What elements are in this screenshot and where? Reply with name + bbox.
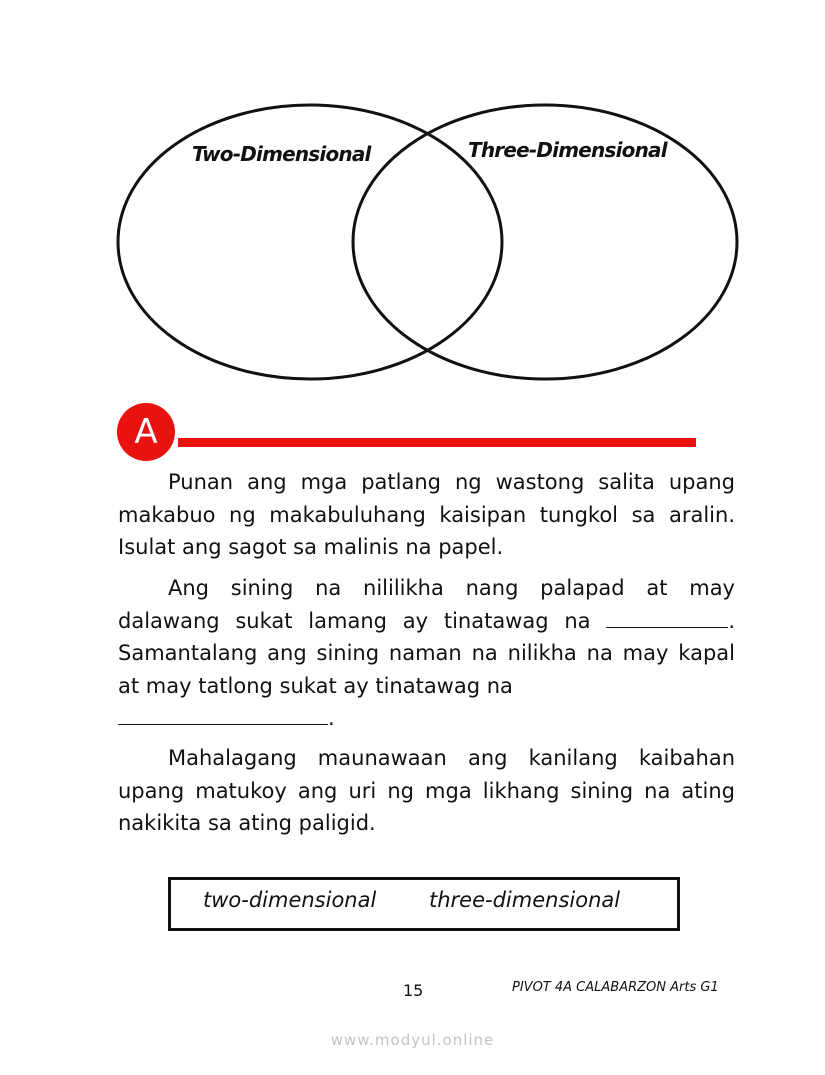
venn-left-label: Two-Dimensional [192, 142, 371, 166]
answer-blank-1[interactable] [606, 605, 728, 628]
footer-title: PIVOT 4A CALABARZON Arts G1 [512, 980, 719, 995]
page-number: 15 [403, 981, 424, 1000]
answer-blank-2[interactable] [118, 702, 328, 725]
word-bank-item: two-dimensional [203, 888, 377, 912]
watermark: www.modyul.online [330, 1031, 495, 1049]
passage-end1: . [728, 608, 735, 633]
word-bank-item: three-dimensional [429, 888, 621, 912]
instructions-text: Punan ang mga patlang ng wastong salita upang makabuo ng makabuluhang kaisipan tungkol sa aralin. Isulat ang sagot sa malinis na papel. [118, 470, 735, 559]
passage-end2: . [328, 706, 335, 730]
section-divider [178, 438, 696, 447]
passage-part1: Ang sining na nililikha nang palapad at may dalawang sukat lamang ay tinatawag na [118, 576, 735, 633]
venn-right-label: Three-Dimensional [468, 138, 667, 162]
passage-text [118, 572, 735, 735]
word-bank [168, 877, 680, 931]
closing-text: Mahalagang maunawaan ang kanilang kaibahan upang matukoy ang uri ng mga likhang sining na ating nakikita sa ating paligid. [118, 746, 735, 835]
section-badge: A [117, 403, 175, 461]
passage-part2: Samantalang ang sining naman na nilikha na may kapal at may tatlong sukat ay tinatawag na [118, 641, 735, 698]
venn-diagram [0, 0, 825, 400]
